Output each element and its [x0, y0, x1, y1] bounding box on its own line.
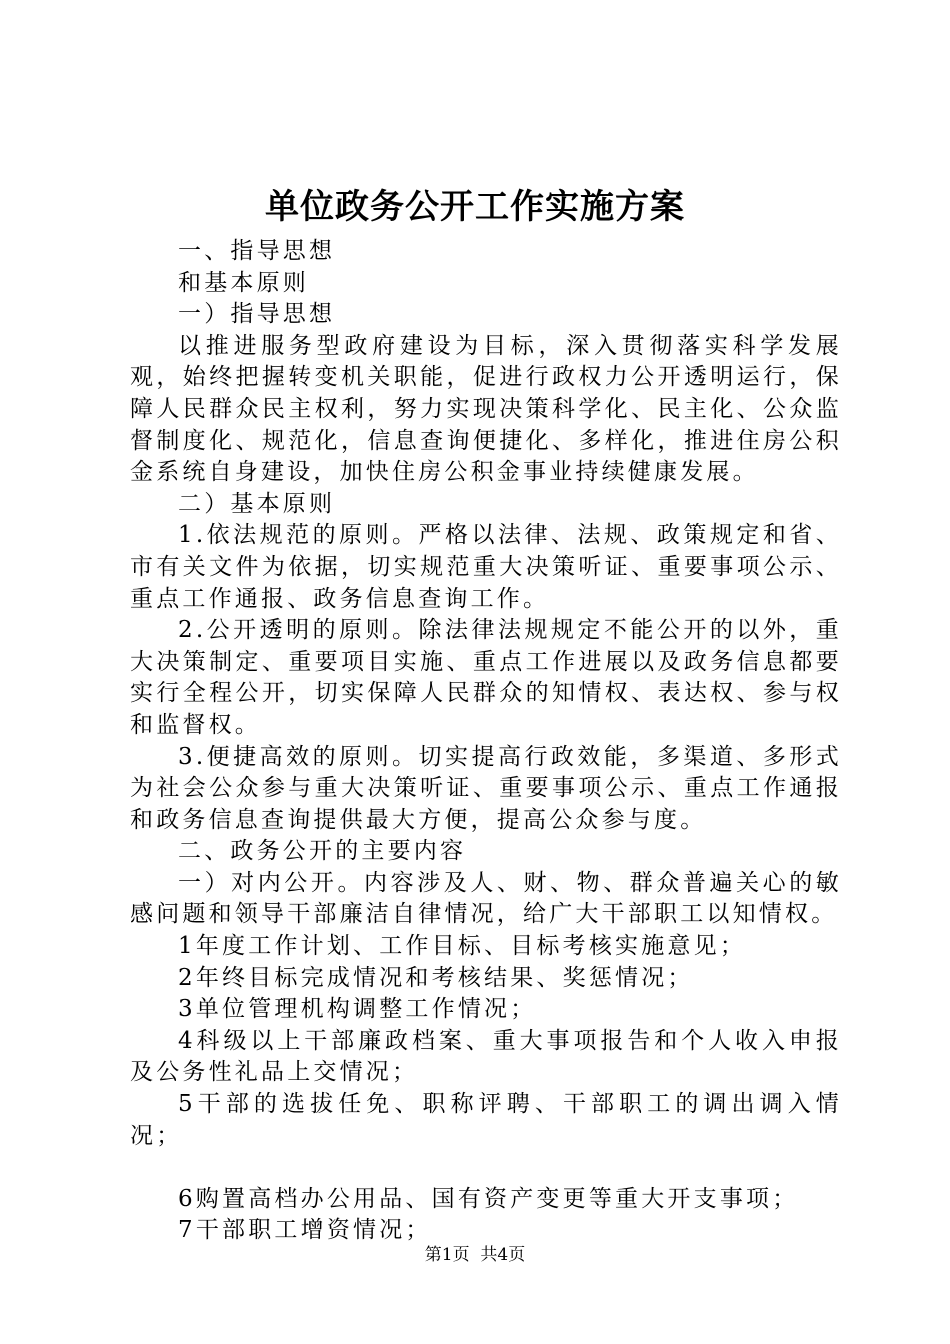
- document-body: [130, 236, 842, 1247]
- heading-main-content: 二、政务公开的主要内容: [178, 838, 467, 865]
- blank-line: [130, 1152, 842, 1184]
- page-number: 第1页 共4页: [424, 1245, 526, 1265]
- list-item-7: 7干部职工增资情况；: [178, 1217, 432, 1244]
- list-item-6: 6购置高档办公用品、国有资产变更等重大开支事项；: [178, 1185, 799, 1212]
- list-item-1: 1年度工作计划、工作目标、目标考核实施意见；: [178, 933, 747, 960]
- document-title: 单位政务公开工作实施方案: [265, 187, 685, 227]
- subheading-guiding-thought: 一）指导思想: [178, 301, 336, 328]
- paragraph-principle-2: 2.公开透明的原则。除法律法规规定不能公开的以外，重大决策制定、重要项目实施、重点工作进展以及政务信息都要实行全程公开，切实保障人民群众的知情权、表达权、参与权和监督权。: [130, 617, 842, 738]
- heading-basic-principles: 和基本原则: [178, 269, 309, 296]
- list-item-5: 5干部的选拔任免、职称评聘、干部职工的调出调入情况；: [130, 1091, 842, 1149]
- paragraph-guiding-thought: 以推进服务型政府建设为目标，深入贯彻落实科学发展观，始终把握转变机关职能，促进行政权力公开透明运行，保障人民群众民主权利，努力实现决策科学化、民主化、公众监督制度化、规范化，信息查询便捷化、多样化，推进住房公积金系统自身建设，加快住房公积金事业持续健康发展。: [130, 332, 842, 486]
- list-item-4: 4科级以上干部廉政档案、重大事项报告和个人收入申报及公务性礼品上交情况；: [130, 1027, 842, 1086]
- paragraph-principle-3: 3.便捷高效的原则。切实提高行政效能，多渠道、多形式为社会公众参与重大决策听证、重要事项公示、重点工作通报和政务信息查询提供最大方便，提高公众参与度。: [130, 743, 842, 833]
- list-item-3: 3单位管理机构调整工作情况；: [178, 996, 537, 1023]
- paragraph-internal-disclosure: 一）对内公开。内容涉及人、财、物、群众普遍关心的敏感问题和领导干部廉洁自律情况，给广大干部职工以知情权。: [130, 869, 842, 928]
- list-item-2: 2年终目标完成情况和考核结果、奖惩情况；: [178, 964, 694, 991]
- subheading-basic-principles: 二）基本原则: [178, 490, 336, 517]
- paragraph-principle-1: 1.依法规范的原则。严格以法律、法规、政策规定和省、市有关文件为依据，切实规范重大决策听证、重要事项公示、重点工作通报、政务信息查询工作。: [130, 522, 842, 612]
- heading-guiding-thought: 一、指导思想: [178, 238, 336, 264]
